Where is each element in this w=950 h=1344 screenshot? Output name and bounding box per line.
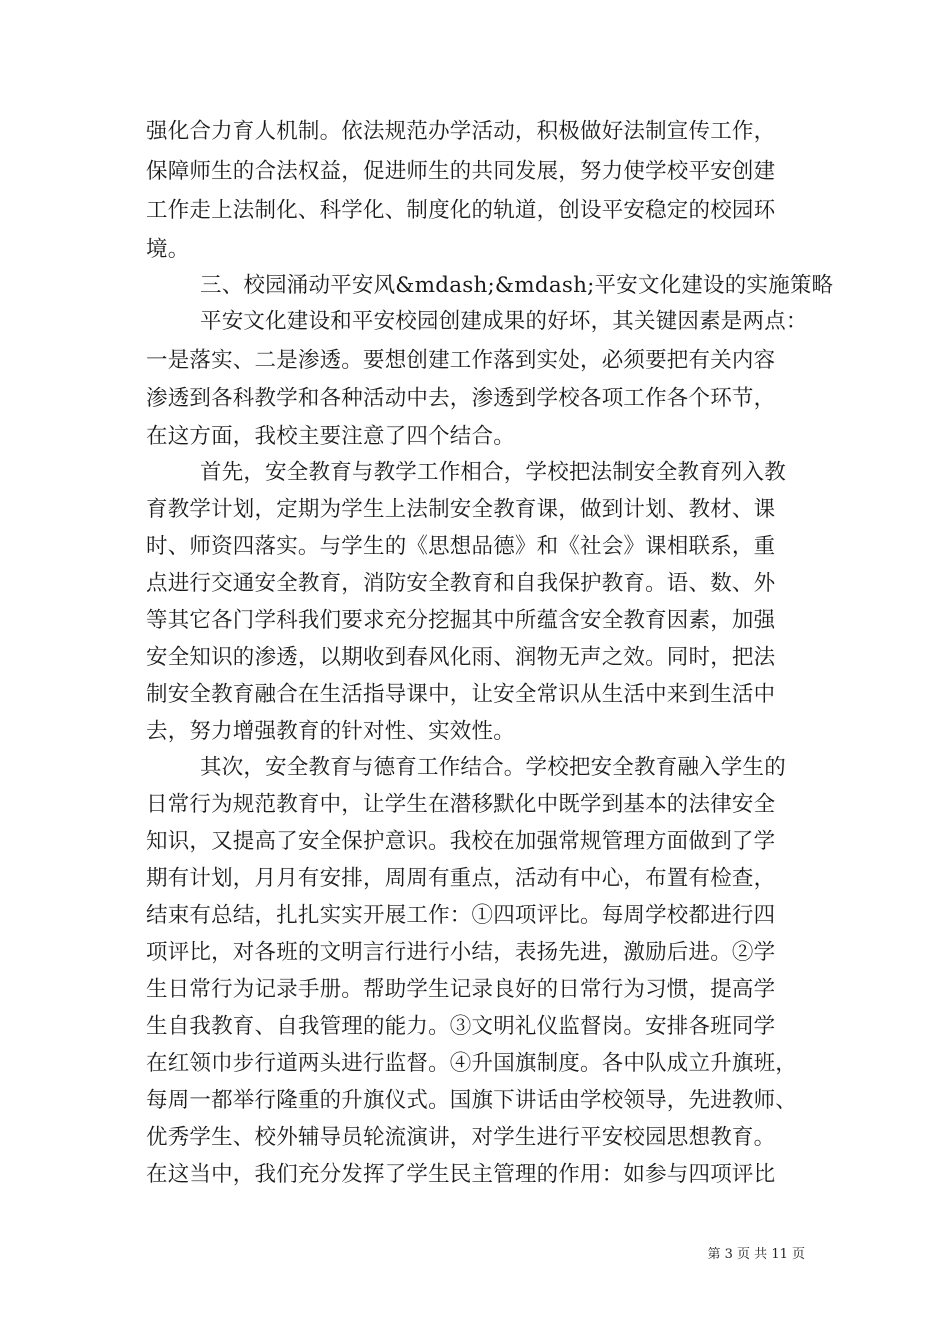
text-line: 安全知识的渗透，以期收到春风化雨、润物无声之效。同时，把法 (146, 645, 776, 670)
text-line: 生日常行为记录手册。帮助学生记录良好的日常行为习惯，提高学 (146, 977, 776, 1002)
text-line: 日常行为规范教育中，让学生在潜移默化中既学到基本的法律安全 (146, 792, 776, 817)
text-line: 项评比，对各班的文明言行进行小结，表扬先进，激励后进。②学 (146, 940, 776, 965)
text-line: 等其它各门学科我们要求充分挖掘其中所蕴含安全教育因素，加强 (146, 608, 776, 633)
text-line: 其次，安全教育与德育工作结合。学校把安全教育融入学生的 (200, 755, 786, 780)
text-line: 渗透到各科教学和各种活动中去，渗透到学校各项工作各个环节， (146, 386, 776, 411)
text-line: 去，努力增强教育的针对性、实效性。 (146, 719, 515, 744)
text-line: 境。 (146, 237, 190, 262)
text-line: 时、师资四落实。与学生的《思想品德》和《社会》课相联系，重 (146, 534, 776, 559)
text-line: 平安文化建设和平安校园创建成果的好坏，其关键因素是两点： (200, 309, 808, 334)
text-line: 每周一都举行隆重的升旗仪式。国旗下讲话由学校领导，先进教师、 (146, 1088, 798, 1113)
text-line: 在红领巾步行道两头进行监督。④升国旗制度。各中队成立升旗班， (146, 1051, 798, 1076)
text-line: 期有计划，月月有安排，周周有重点，活动有中心，布置有检查， (146, 866, 776, 891)
text-line: 强化合力育人机制。依法规范办学活动，积极做好法制宣传工作， (146, 119, 776, 144)
text-line: 生自我教育、自我管理的能力。③文明礼仪监督岗。安排各班同学 (146, 1014, 776, 1039)
text-line: 育教学计划，定期为学生上法制安全教育课，做到计划、教材、课 (146, 497, 776, 522)
text-line: 保障师生的合法权益，促进师生的共同发展，努力使学校平安创建 (146, 159, 776, 184)
text-line: 优秀学生、校外辅导员轮流演讲，对学生进行平安校园思想教育。 (146, 1125, 776, 1150)
text-line: 一是落实、二是渗透。要想创建工作落到实处，必须要把有关内容 (146, 348, 776, 373)
page-number: 第 3 页 共 11 页 (707, 1247, 805, 1262)
text-line: 在这方面，我校主要注意了四个结合。 (146, 424, 515, 449)
text-line: 首先，安全教育与教学工作相合，学校把法制安全教育列入教 (200, 460, 786, 485)
section-heading: 三、校园涌动平安风&mdash;&mdash;平安文化建设的实施策略 (200, 273, 834, 298)
text-line: 点进行交通安全教育，消防安全教育和自我保护教育。语、数、外 (146, 571, 776, 596)
text-line: 结束有总结，扎扎实实开展工作：①四项评比。每周学校都进行四 (146, 903, 776, 928)
text-line: 工作走上法制化、科学化、制度化的轨道，创设平安稳定的校园环 (146, 198, 776, 223)
text-line: 在这当中，我们充分发挥了学生民主管理的作用：如参与四项评比 (146, 1162, 776, 1187)
text-line: 制安全教育融合在生活指导课中，让安全常识从生活中来到生活中 (146, 682, 776, 707)
text-line: 知识，又提高了安全保护意识。我校在加强常规管理方面做到了学 (146, 829, 776, 854)
